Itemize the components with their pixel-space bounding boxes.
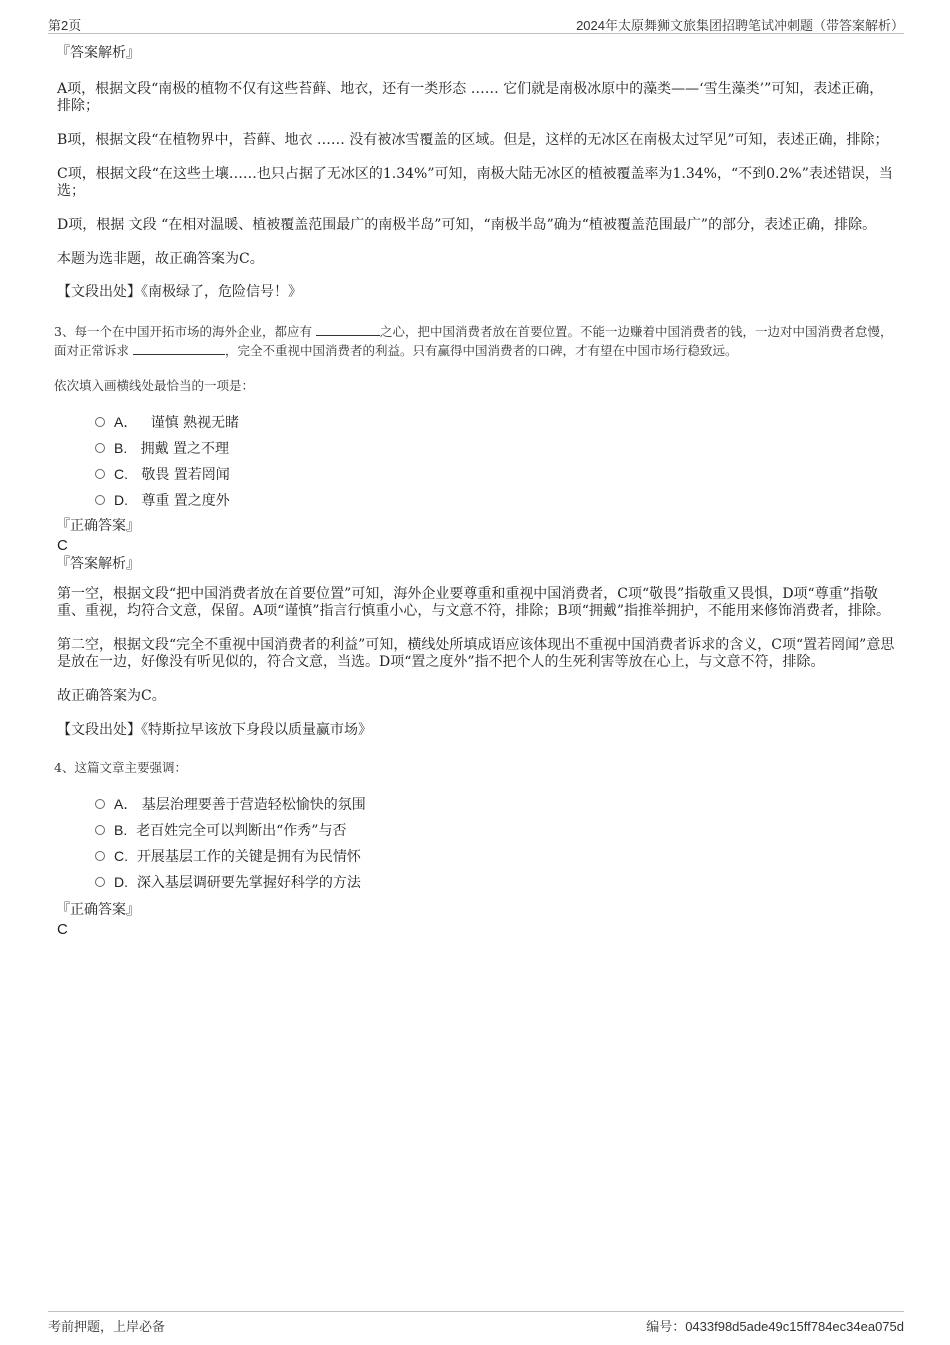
q2-analysis-label: 『答案解析』 [56,45,140,61]
q3-analysis-label: 『答案解析』 [56,556,140,572]
q2-source: 【文段出处】《南极绿了，危险信号！》 [57,284,302,300]
option-letter: B. [114,440,128,456]
q2-conclusion: 本题为选非题，故正确答案为C。 [57,251,264,267]
q3-stem-part3: ，完全不重视中国消费者的利益。只有赢得中国消费者的口碑，才有望在中国市场行稳致远。 [224,343,738,358]
q4-answer-label: 『正确答案』 [56,902,140,918]
q4-stem: 4、这篇文章主要强调： [54,760,187,775]
q3-blank-2 [133,342,225,355]
q3-stem-part2: 之心，把中国消费者放在首要位置。不能一边赚着中国消费者的钱，一边对中国消费者怠慢，面对正常诉求 [54,324,893,358]
q2-analysis-para-d: D项，根据 文段 “在相对温暖、植被覆盖范围最广的南极半岛”可知，“南极半岛”确为“植被覆盖范围最广”的部分，表述正确，排除。 [57,217,877,233]
option-text: 老百姓完全可以判断出“作秀”与否 [136,823,347,839]
q4-options [95,791,897,895]
option-letter: A． [114,796,138,812]
q3-stem [54,322,897,360]
option-letter: C. [114,848,128,864]
q4-option-d[interactable] [95,869,897,895]
option-letter: D. [114,492,128,508]
q4-answer: C [57,921,68,938]
option-text: 谨慎 熟视无睹 [150,415,240,431]
option-letter: D. [114,874,128,890]
q3-conclusion: 故正确答案为C。 [57,688,166,704]
option-text: 尊重 置之度外 [141,493,230,509]
option-letter: C. [114,466,128,482]
q3-prompt: 依次填入画横线处最恰当的一项是： [54,378,255,393]
radio-icon[interactable] [95,469,105,479]
q4-option-c[interactable] [95,843,897,869]
option-text: 深入基层调研要先掌握好科学的方法 [136,875,361,891]
option-letter: A． [114,414,138,430]
q3-answer: C [57,537,68,554]
option-letter: B. [114,822,128,838]
q3-blank-1 [316,323,380,336]
radio-icon[interactable] [95,877,105,887]
page-header [48,13,904,34]
page-content [54,44,897,939]
q2-analysis-para-a: A项，根据文段“南极的植物不仅有这些苔藓、地衣，还有一类形态 …… 它们就是南极冰原中的藻类——‘雪生藻类’”可知，表述正确，排除； [57,81,884,114]
page-footer [48,1311,904,1338]
radio-icon[interactable] [95,417,105,427]
option-text: 敬畏 置若罔闻 [141,467,230,483]
q3-options [95,409,897,513]
radio-icon[interactable] [95,495,105,505]
radio-icon[interactable] [95,443,105,453]
document-code: 编号：0433f98d5ade49c15ff784ec34ea075d [646,1319,904,1334]
option-text: 拥戴 置之不理 [140,441,230,457]
document-title: 2024年太原舞狮文旅集团招聘笔试冲刺题（带答案解析） [576,18,904,33]
footer-slogan: 考前押题，上岸必备 [48,1320,166,1335]
q3-option-c[interactable] [95,461,897,487]
q3-stem-part1: 3、每一个在中国开拓市场的海外企业，都应有 [54,324,316,339]
q4-option-b[interactable] [95,817,897,843]
q3-analysis-para-2: 第二空，根据文段“完全不重视中国消费者的利益”可知，横线处所填成语应该体现出不重视中国消费者诉求的含义，C项“置若罔闻”意思是放在一边，好像没有听见似的，符合文意，当选。D项“置之度外”指不把个人的生死利害等放在心上，与文意不符，排除。 [57,637,895,670]
q3-analysis-para-1: 第一空，根据文段“把中国消费者放在首要位置”可知，海外企业要尊重和重视中国消费者，C项“敬畏”指敬重又畏惧，D项“尊重”指敬重、重视，均符合文意，保留。A项“谨慎”指言行慎重小心，与文意不符，排除；B项“拥戴”指推举拥护，不能用来修饰消费者，排除。 [57,586,891,619]
option-text: 开展基层工作的关键是拥有为民情怀 [136,849,361,865]
q2-analysis-para-b: B项，根据文段“在植物界中，苔藓、地衣 …… 没有被冰雪覆盖的区域。但是，这样的无冰区在南极太过罕见”可知，表述正确，排除； [57,132,889,148]
q3-source: 【文段出处】《特斯拉早该放下身段以质量赢市场》 [57,722,372,738]
q4-option-a[interactable] [95,791,897,817]
q3-option-b[interactable] [95,435,897,461]
q3-answer-label: 『正确答案』 [56,518,140,534]
radio-icon[interactable] [95,799,105,809]
radio-icon[interactable] [95,851,105,861]
option-text: 基层治理要善于营造轻松愉快的氛围 [141,797,366,813]
page-number: 第2页 [48,18,82,33]
q3-option-d[interactable] [95,487,897,513]
q3-option-a[interactable] [95,409,897,435]
q2-analysis-para-c: C项，根据文段“在这些土壤……也只占据了无冰区的1.34%”可知，南极大陆无冰区的植被覆盖率为1.34%，“不到0.2%”表述错误，当选； [57,166,893,199]
radio-icon[interactable] [95,825,105,835]
